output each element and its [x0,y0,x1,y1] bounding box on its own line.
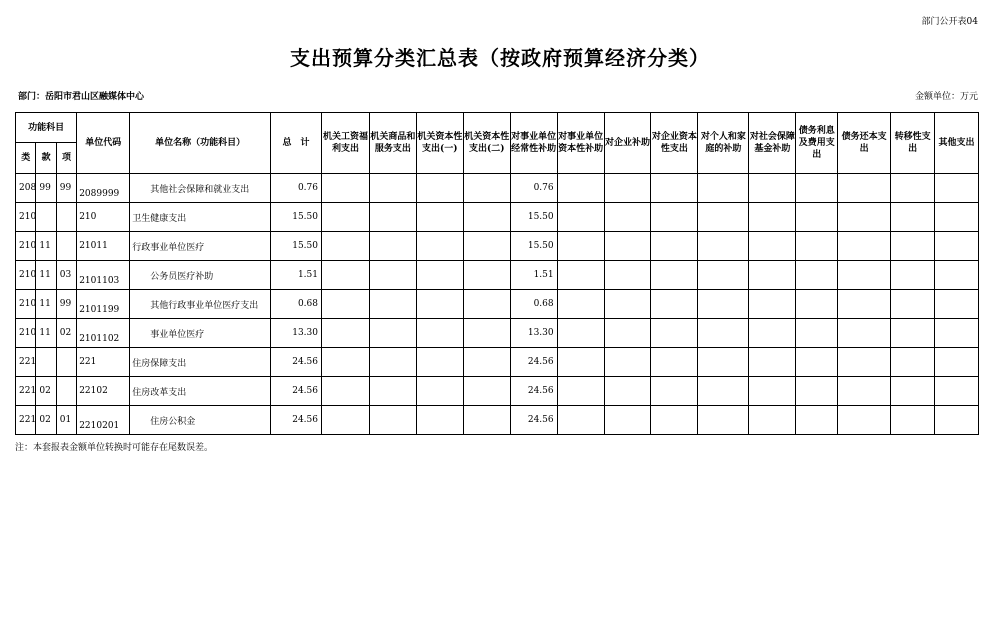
unit-code-cell: 21011 [77,232,130,261]
amount-cell [796,174,838,203]
table-number-label: 部门公开表04 [921,17,978,27]
amount-cell [891,348,935,377]
amount-cell [604,232,651,261]
amount-cell [557,232,604,261]
amount-cell [698,406,749,435]
total-cell: 15.50 [271,203,322,232]
total-header: 总 计 [271,113,322,174]
unit-code-cell: 2089999 [77,174,130,203]
amount-cell [322,261,370,290]
amount-cell [796,319,838,348]
page-title: 支出预算分类汇总表（按政府预算经济分类） [290,46,710,70]
column-header: 对事业单位资本性补助 [557,113,604,174]
total-cell: 24.56 [271,377,322,406]
total-cell: 1.51 [271,261,322,290]
total-cell: 13.30 [271,319,322,348]
amount-cell [557,348,604,377]
kuan-cell: 99 [36,174,56,203]
amount-cell [749,174,796,203]
unit-name-cell: 事业单位医疗 [130,319,271,348]
unit-code-cell: 22102 [77,377,130,406]
amount-cell [604,348,651,377]
unit-code-cell: 2101103 [77,261,130,290]
amount-cell [891,406,935,435]
amount-cell [838,174,891,203]
amount-cell [557,261,604,290]
amount-cell [651,232,698,261]
lei-cell: 210 [16,203,36,232]
amount-cell [796,348,838,377]
total-cell: 0.68 [271,290,322,319]
column-header: 对企业资本性支出 [651,113,698,174]
amount-cell [891,174,935,203]
column-header: 债务还本支出 [838,113,891,174]
amount-cell: 1.51 [510,261,557,290]
amount-cell [322,377,370,406]
amount-cell [838,406,891,435]
amount-cell [651,290,698,319]
amount-cell [322,290,370,319]
unit-code-cell: 221 [77,348,130,377]
budget-table [15,112,979,435]
unit-code-cell: 210 [77,203,130,232]
lei-cell: 210 [16,319,36,348]
amount-cell [604,290,651,319]
amount-cell [416,203,463,232]
amount-cell: 24.56 [510,377,557,406]
amount-cell [935,174,979,203]
table-row [16,319,979,348]
column-header: 机关资本性支出(二) [463,113,510,174]
amount-cell [604,261,651,290]
amount-cell [749,377,796,406]
amount-cell [838,203,891,232]
amount-cell [463,232,510,261]
amount-cell [322,174,370,203]
kuan-cell: 02 [36,406,56,435]
amount-cell [604,406,651,435]
lei-header: 类 [16,143,36,174]
amount-cell: 15.50 [510,232,557,261]
amount-cell [369,377,416,406]
amount-cell [698,174,749,203]
amount-cell [322,319,370,348]
amount-cell [935,377,979,406]
column-header: 对个人和家庭的补助 [698,113,749,174]
amount-cell [891,203,935,232]
amount-cell [749,232,796,261]
amount-cell [416,232,463,261]
amount-cell [651,203,698,232]
department-label: 部门：岳阳市君山区融媒体中心 [18,92,145,102]
lei-cell: 210 [16,232,36,261]
amount-cell [935,406,979,435]
amount-cell [322,348,370,377]
amount-cell [463,261,510,290]
amount-unit-label: 金额单位：万元 [914,92,978,102]
xiang-cell [56,203,76,232]
amount-cell [698,203,749,232]
lei-cell: 210 [16,290,36,319]
amount-cell [698,232,749,261]
column-header: 转移性支出 [891,113,935,174]
amount-cell [463,377,510,406]
amount-cell [604,203,651,232]
amount-cell: 0.76 [510,174,557,203]
amount-cell [557,319,604,348]
xiang-header: 项 [56,143,76,174]
xiang-cell [56,232,76,261]
amount-cell [838,319,891,348]
total-cell: 15.50 [271,232,322,261]
kuan-cell: 02 [36,377,56,406]
amount-cell [651,348,698,377]
amount-cell [322,406,370,435]
amount-cell [463,290,510,319]
lei-cell: 221 [16,348,36,377]
unit-name-cell: 行政事业单位医疗 [130,232,271,261]
kuan-cell [36,203,56,232]
amount-cell [369,406,416,435]
xiang-cell: 99 [56,174,76,203]
unit-name-header: 单位名称（功能科目） [130,113,271,174]
column-header: 其他支出 [935,113,979,174]
amount-cell [322,203,370,232]
table-row [16,348,979,377]
amount-cell [369,203,416,232]
amount-cell [838,232,891,261]
column-header: 机关资本性支出(一) [416,113,463,174]
kuan-cell: 11 [36,290,56,319]
amount-cell [463,319,510,348]
column-header: 对企业补助 [604,113,651,174]
amount-cell [698,348,749,377]
amount-cell [416,290,463,319]
xiang-cell [56,348,76,377]
amount-cell [935,319,979,348]
amount-cell [416,377,463,406]
table-row [16,261,979,290]
amount-cell [557,290,604,319]
amount-cell [369,319,416,348]
amount-cell [891,232,935,261]
amount-cell [749,406,796,435]
amount-cell [891,319,935,348]
amount-cell [935,348,979,377]
table-row [16,406,979,435]
column-header: 对事业单位经常性补助 [510,113,557,174]
amount-cell [698,377,749,406]
amount-cell [416,261,463,290]
amount-cell [651,319,698,348]
amount-cell [935,261,979,290]
column-header: 机关商品和服务支出 [369,113,416,174]
amount-cell [416,174,463,203]
kuan-cell: 11 [36,232,56,261]
table-row [16,290,979,319]
amount-cell [369,290,416,319]
amount-cell [838,377,891,406]
amount-cell: 15.50 [510,203,557,232]
amount-cell [651,261,698,290]
amount-cell: 24.56 [510,348,557,377]
xiang-cell [56,377,76,406]
total-cell: 24.56 [271,406,322,435]
amount-cell [604,319,651,348]
unit-name-cell: 卫生健康支出 [130,203,271,232]
amount-cell [698,290,749,319]
unit-name-cell: 住房改革支出 [130,377,271,406]
table-row [16,203,979,232]
xiang-cell: 03 [56,261,76,290]
kuan-header: 款 [36,143,56,174]
amount-cell [891,377,935,406]
lei-cell: 221 [16,406,36,435]
amount-cell [557,406,604,435]
total-cell: 0.76 [271,174,322,203]
amount-cell [838,261,891,290]
column-header: 机关工资福利支出 [322,113,370,174]
amount-cell [604,377,651,406]
amount-cell: 0.68 [510,290,557,319]
amount-cell [557,203,604,232]
column-header: 债务利息及费用支出 [796,113,838,174]
total-cell: 24.56 [271,348,322,377]
amount-cell [416,406,463,435]
xiang-cell: 01 [56,406,76,435]
amount-cell [796,203,838,232]
amount-cell [651,377,698,406]
amount-cell [698,261,749,290]
table-row [16,377,979,406]
amount-cell [416,348,463,377]
amount-cell [369,232,416,261]
lei-cell: 210 [16,261,36,290]
xiang-cell: 02 [56,319,76,348]
amount-cell [749,203,796,232]
unit-code-header: 单位代码 [77,113,130,174]
amount-cell [463,348,510,377]
unit-code-cell: 2210201 [77,406,130,435]
unit-name-cell: 其他行政事业单位医疗支出 [130,290,271,319]
function-subject-header: 功能科目 [16,113,77,143]
amount-cell [416,319,463,348]
amount-cell [749,261,796,290]
amount-cell [369,174,416,203]
amount-cell [935,203,979,232]
amount-cell: 24.56 [510,406,557,435]
amount-cell [463,174,510,203]
amount-cell [796,232,838,261]
amount-cell [651,406,698,435]
unit-name-cell: 其他社会保障和就业支出 [130,174,271,203]
unit-name-cell: 住房保障支出 [130,348,271,377]
kuan-cell: 11 [36,261,56,290]
amount-cell [935,290,979,319]
column-header: 对社会保障基金补助 [749,113,796,174]
amount-cell [557,377,604,406]
unit-code-cell: 2101102 [77,319,130,348]
amount-cell [463,406,510,435]
amount-cell [796,290,838,319]
amount-cell [749,290,796,319]
footnote: 注：本套报表金额单位转换时可能存在尾数误差。 [15,443,214,453]
unit-code-cell: 2101199 [77,290,130,319]
amount-cell [698,319,749,348]
kuan-cell [36,348,56,377]
amount-cell [796,377,838,406]
lei-cell: 221 [16,377,36,406]
amount-cell [891,261,935,290]
table-row [16,174,979,203]
amount-cell [322,232,370,261]
amount-cell [604,174,651,203]
amount-cell [796,261,838,290]
amount-cell [463,203,510,232]
amount-cell [651,174,698,203]
amount-cell [557,174,604,203]
lei-cell: 208 [16,174,36,203]
amount-cell [891,290,935,319]
kuan-cell: 11 [36,319,56,348]
amount-cell [369,348,416,377]
table-row [16,232,979,261]
xiang-cell: 99 [56,290,76,319]
unit-name-cell: 住房公积金 [130,406,271,435]
amount-cell [838,290,891,319]
amount-cell [369,261,416,290]
amount-cell: 13.30 [510,319,557,348]
amount-cell [935,232,979,261]
amount-cell [796,406,838,435]
amount-cell [838,348,891,377]
amount-cell [749,319,796,348]
unit-name-cell: 公务员医疗补助 [130,261,271,290]
amount-cell [749,348,796,377]
